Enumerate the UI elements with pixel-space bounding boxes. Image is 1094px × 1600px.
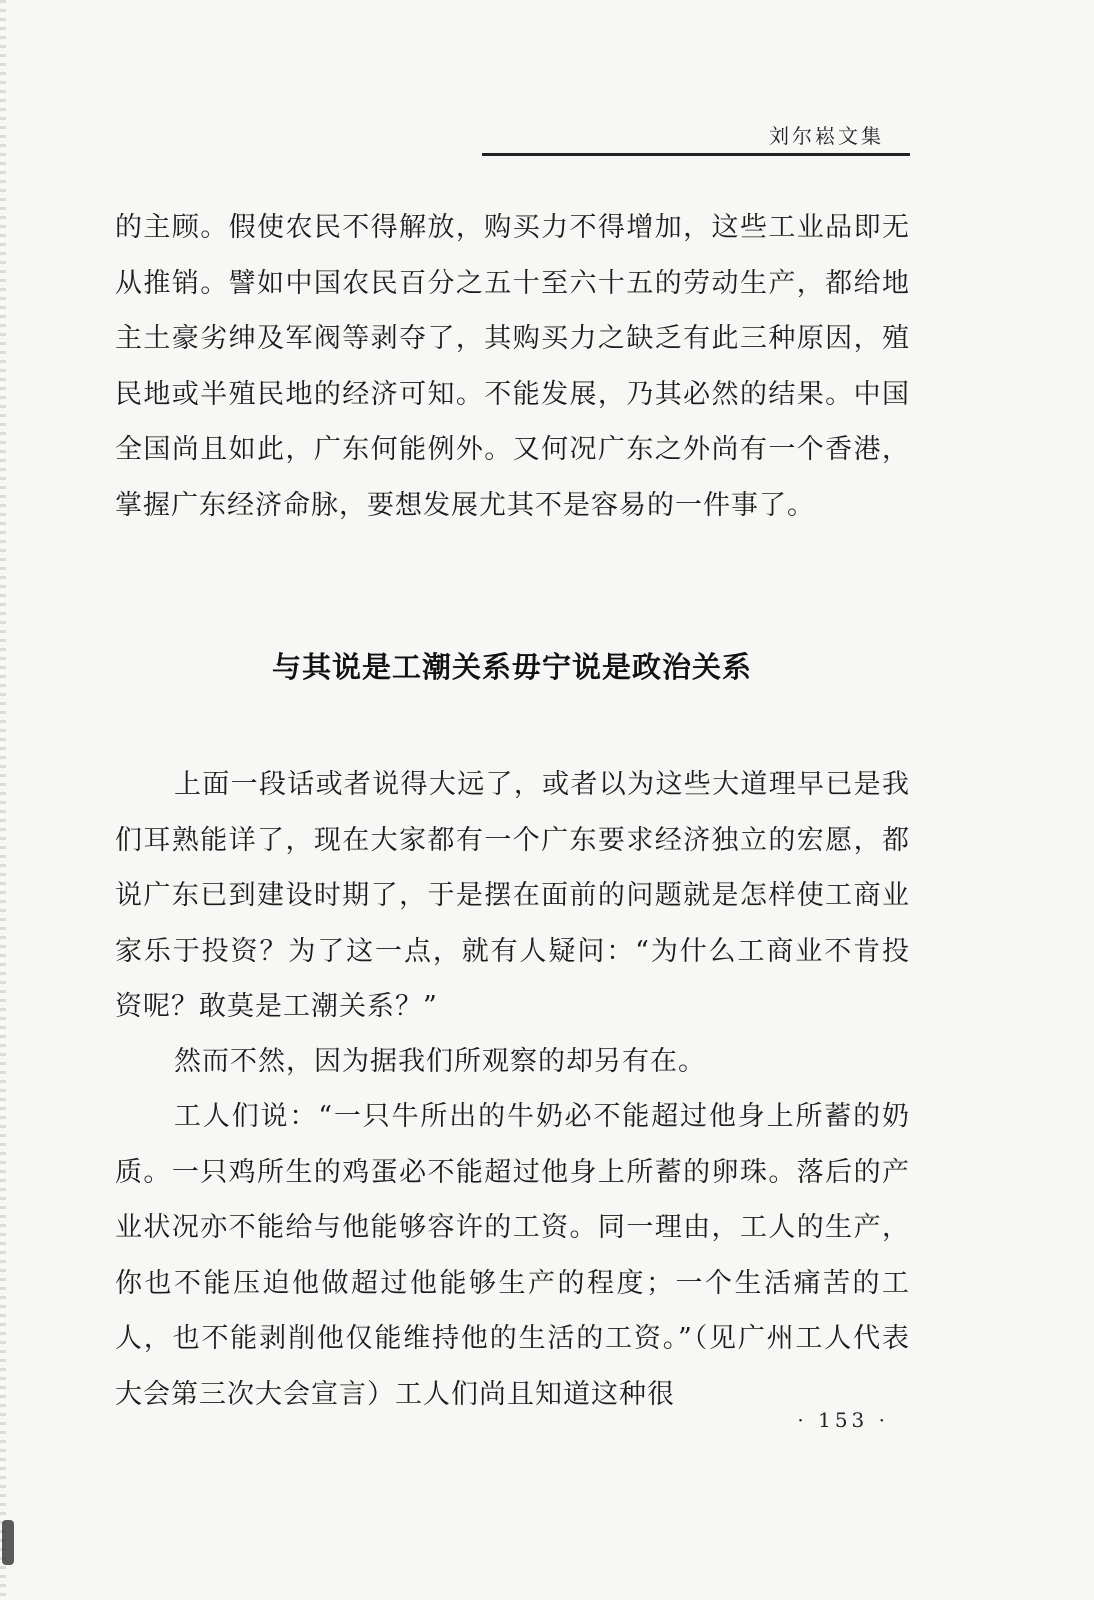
page-number: · 153 ·	[797, 1408, 889, 1432]
page-binding-edge	[0, 0, 6, 1600]
section-heading: 与其说是工潮关系毋宁说是政治关系	[271, 650, 752, 684]
paragraph-4: 工人们说：“一只牛所出的牛奶必不能超过他身上所蓄的奶质。一只鸡所生的鸡蛋必不能超过他身上所蓄的卵珠。落后的产业状况亦不能给与他能够容许的工资。同一理由，工人的生产，你也不能压迫他做超过他能够生产的程度；一个生活痛苦的工人，也不能剥削他仅能维持他的生活的工资。”（见广州工人代表大会第三次大会宣言）工人们尚且知道这种很	[115, 1101, 910, 1410]
running-header: 刘尔崧文集	[769, 124, 884, 148]
paragraph-1: 的主顾。假使农民不得解放，购买力不得增加，这些工业品即无从推销。譬如中国农民百分之五十至六十五的劳动生产，都给地主土豪劣绅及军阀等剥夺了，其购买力之缺乏有此三种原因，殖民地或半殖民地的经济可知。不能发展，乃其必然的结果。中国全国尚且如此，广东何能例外。又何况广东之外尚有一个香港，掌握广东经济命脉，要想发展尤其不是容易的一件事了。	[115, 212, 910, 521]
paragraph-2: 上面一段话或者说得大远了，或者以为这些大道理早已是我们耳熟能详了，现在大家都有一个广东要求经济独立的宏愿，都说广东已到建设时期了，于是摆在面前的问题就是怎样使工商业家乐于投资？为了这一点，就有人疑问：“为什么工商业不肯投资呢？敢莫是工潮关系？”	[115, 769, 910, 1022]
scan-mark	[2, 1520, 14, 1565]
paragraph-3: 然而不然，因为据我们所观察的却另有在。	[174, 1046, 706, 1077]
header-rule	[482, 153, 910, 156]
